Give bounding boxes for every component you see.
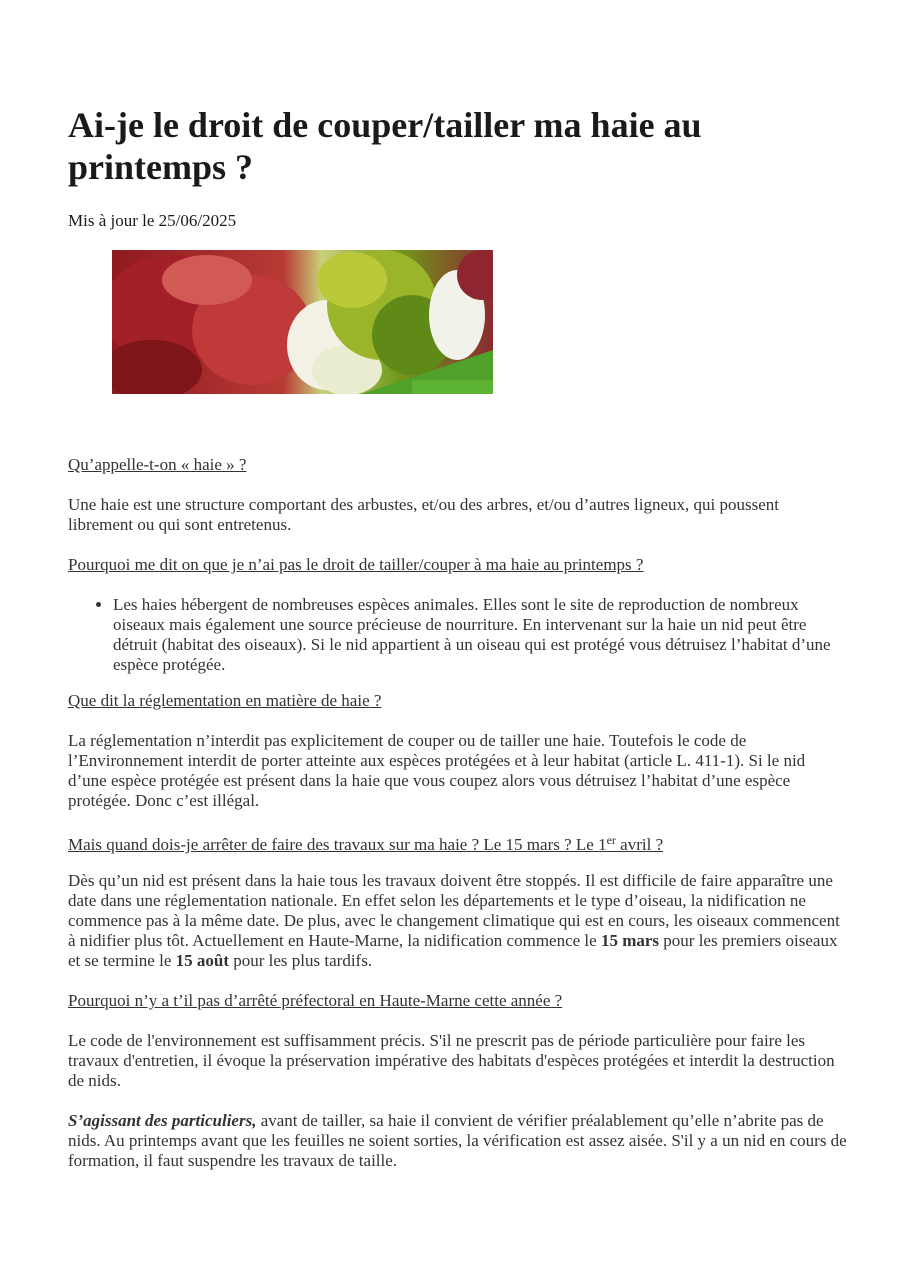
paragraph: La réglementation n’interdit pas explicitement de couper ou de tailler une haie. Toutefois le code de l’Environnement interdit de porter atteinte aux espèces protégées et à leur habitat (article L. 411-1). Si le nid d’une espèce protégée est présent dans la haie que vous coupez alors vous détruisez l’habitat d’une espèce protégée. Donc c’est illégal. (68, 731, 806, 810)
question-heading: Pourquoi me dit on que je n’ai pas le droit de tailler/couper à ma haie au printemps ? (68, 555, 644, 574)
paragraph: S’agissant des particuliers, avant de tailler, sa haie il convient de vérifier préalablement qu’elle n’abrite pas de nids. Au printemps avant que les feuilles ne soient sorties, la vérification est assez aisée. S'il y a un nid en cours de formation, il faut suspendre les travaux de taille. (68, 1111, 847, 1170)
updated-date: Mis à jour le 25/06/2025 (68, 211, 237, 230)
paragraph: Une haie est une structure comportant des arbustes, et/ou des arbres, et/ou d’autres ligneux, qui poussent librement ou qui sont entretenus. (68, 495, 779, 534)
article-body (68, 455, 848, 1171)
question-heading: Pourquoi n’y a t’il pas d’arrêté préfectoral en Haute-Marne cette année ? (68, 991, 563, 1010)
bullet-list (68, 595, 848, 675)
question-heading: Mais quand dois-je arrêter de faire des travaux sur ma haie ? Le 15 mars ? Le 1er avril ? (68, 833, 664, 854)
list-item: • Les haies hébergent de nombreuses espèces animales. Elles sont le site de reproduction de nombreux oiseaux mais également une source précieuse de nourriture. En intervenant sur la haie un nid peut être détruit (habitat des oiseaux). Si le nid appartient à un oiseau qui est protégé vous détruisez l’habitat d’une espèce protégée. (113, 595, 848, 675)
page-title: Ai-je le droit de couper/tailler ma haie au printemps ? (68, 105, 702, 187)
question-heading: Que dit la réglementation en matière de haie ? (68, 691, 382, 710)
paragraph: Dès qu’un nid est présent dans la haie tous les travaux doivent être stoppés. Il est difficile de faire apparaître une date dans une réglementation nationale. En effet selon les départements et le type d’oiseau, la nidification ne commence pas à la même date. De plus, avec le changement climatique qui est en cours, les oiseaux commencent à nidifier plus tôt. Actuellement en Haute-Marne, la nidification commence le 15 mars pour les premiers oiseaux et se termine le 15 août pour les plus tardifs. (68, 871, 840, 970)
question-heading: Qu’appelle-t-on « haie » ? (68, 455, 247, 474)
paragraph: Le code de l'environnement est suffisamment précis. S'il ne prescrit pas de période particulière pour faire les travaux d'entretien, il évoque la préservation impérative des habitats d'espèces protégées et interdit la destruction de nids. (68, 1031, 835, 1090)
hedge-photo (112, 250, 493, 394)
